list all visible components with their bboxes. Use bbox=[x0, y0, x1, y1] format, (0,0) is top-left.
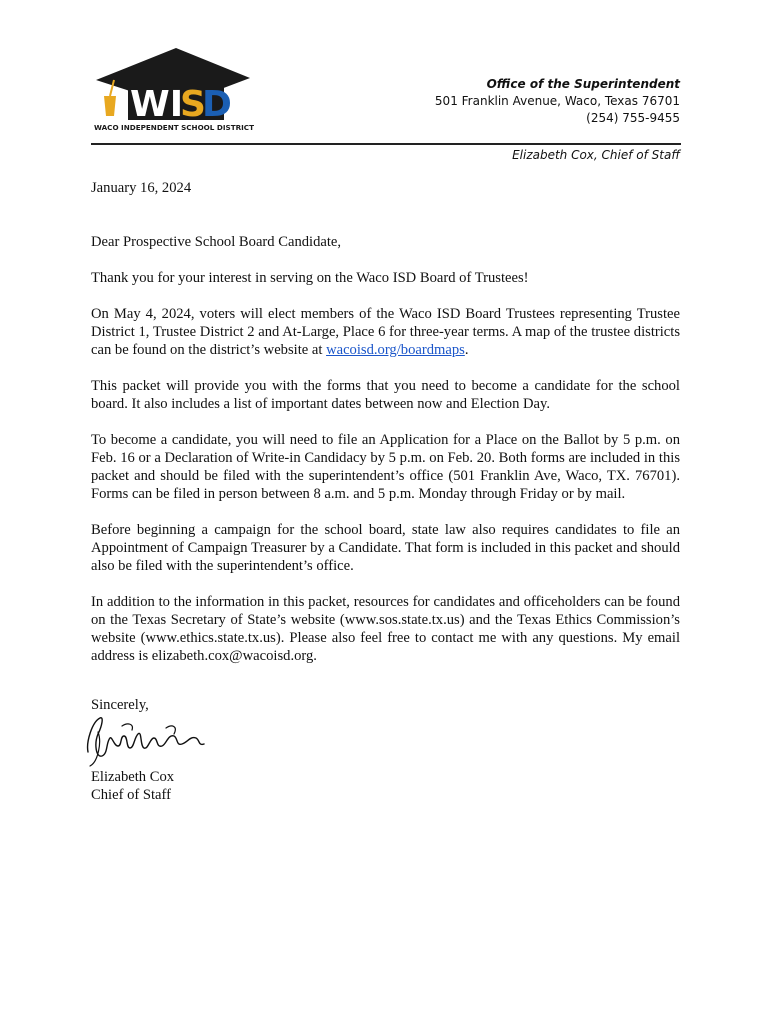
closing: Sincerely, bbox=[91, 697, 149, 713]
paragraph-2-end: . bbox=[464, 342, 469, 358]
svg-text:D: D bbox=[202, 84, 232, 125]
paragraph-5: Before beginning a campaign for the school board, state law also requires candidates to file an Appointment of Campaign Treasurer by a Candidate. That form is included in this packet and should also be filed with the superintendent’s office. bbox=[91, 522, 680, 574]
svg-text:S: S bbox=[180, 84, 206, 125]
office-block bbox=[435, 76, 680, 127]
office-phone: (254) 755-9455 bbox=[586, 111, 680, 125]
signer-block bbox=[91, 768, 174, 804]
office-address: 501 Franklin Avenue, Waco, Texas 76701 bbox=[434, 94, 680, 108]
paragraph-2-text: On May 4, 2024, voters will elect members of the Waco ISD Board Trustees representing Trustee District 1, Trustee District 2 and At-Large, Place 6 for three-year terms. A map of the trustee districts can be found on the district’s website at bbox=[91, 306, 680, 358]
staff-line: Elizabeth Cox, Chief of Staff bbox=[512, 148, 680, 162]
salutation: Dear Prospective School Board Candidate, bbox=[91, 234, 342, 250]
wisd-logo bbox=[92, 44, 262, 134]
paragraph-4: To become a candidate, you will need to file an Application for a Place on the Ballot by 5 p.m. on Feb. 16 or a Declaration of Write-in Candidacy by 5 p.m. on Feb. 20. Both forms are included in this packet and should be filed with the superintendent’s office (501 Franklin Ave, Waco, TX. 76701). Forms can be filed in person between 8 a.m. and 5 p.m. Monday through Friday or by mail. bbox=[91, 432, 680, 502]
header-divider bbox=[91, 143, 681, 145]
logo-letters: WI bbox=[130, 84, 184, 125]
paragraph-2 bbox=[91, 305, 680, 359]
office-title: Office of the Superintendent bbox=[486, 77, 680, 91]
signer-title: Chief of Staff bbox=[91, 787, 171, 803]
signature-image bbox=[82, 712, 212, 770]
signer-name: Elizabeth Cox bbox=[91, 769, 175, 785]
district-name: WACO INDEPENDENT SCHOOL DISTRICT bbox=[94, 123, 254, 132]
letter-body bbox=[91, 179, 680, 683]
letter-date: January 16, 2024 bbox=[91, 180, 192, 196]
graduation-cap-logo-icon bbox=[92, 44, 262, 134]
paragraph-3: This packet will provide you with the forms that you need to become a candidate for the school board. It also includes a list of important dates between now and Election Day. bbox=[91, 378, 680, 412]
paragraph-6: In addition to the information in this packet, resources for candidates and officeholders can be found on the Texas Secretary of State’s website (www.sos.state.tx.us) and the Texas Ethics Commission’s website (www.ethics.state.tx.us). Please also feel free to contact me with any questions. My email address is elizabeth.cox@wacoisd.org. bbox=[91, 594, 680, 664]
signature-icon bbox=[82, 712, 212, 770]
boardmaps-link[interactable]: wacoisd.org/boardmaps bbox=[326, 342, 465, 358]
paragraph-1: Thank you for your interest in serving on the Waco ISD Board of Trustees! bbox=[91, 270, 529, 286]
